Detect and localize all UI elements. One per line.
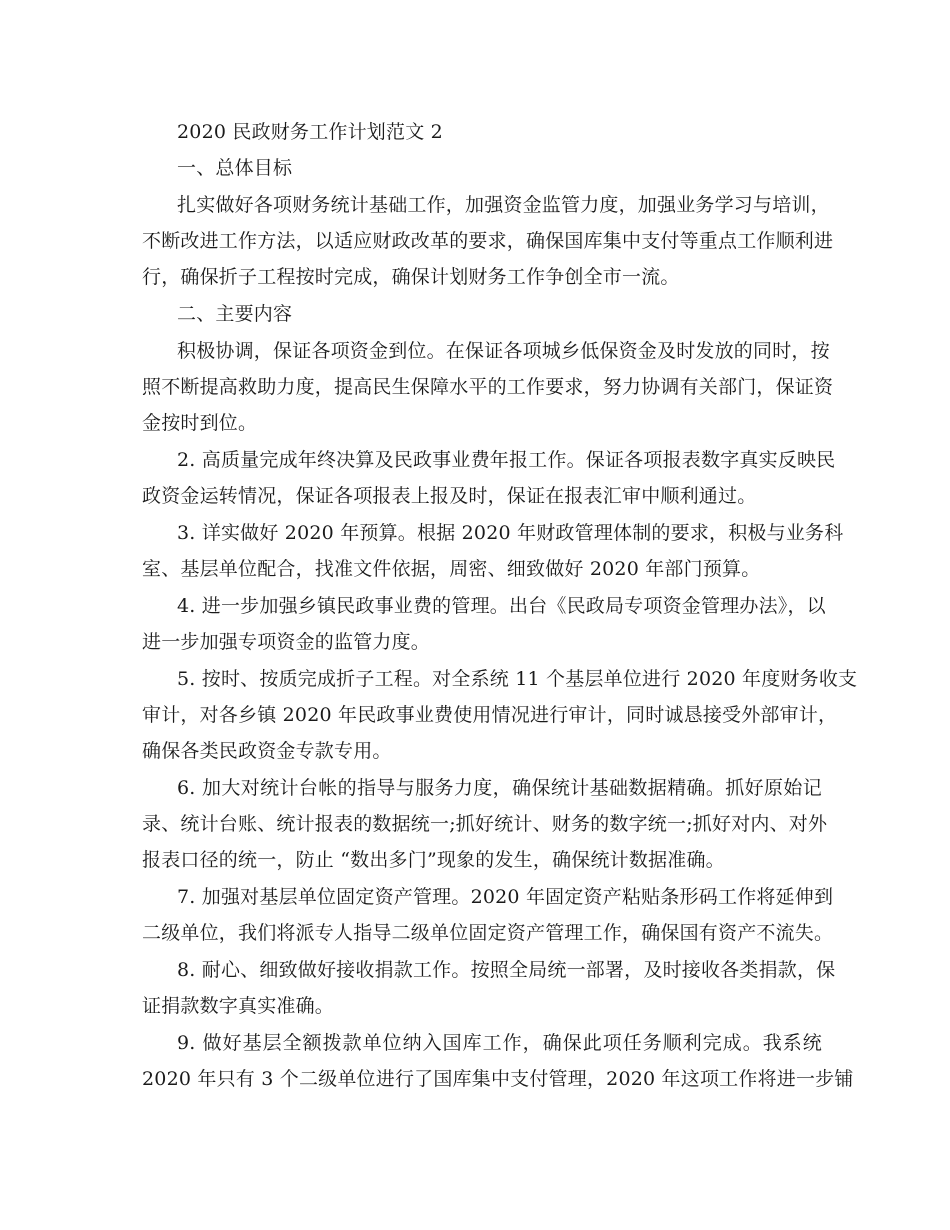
paragraph-line: 4. 进一步加强乡镇民政事业费的管理。出台《民政局专项资金管理办法》，以 [177,595,826,617]
paragraph-line: 扎实做好各项财务统计基础工作，加强资金监管力度，加强业务学习与培训， [177,194,830,216]
document-title: 2020 民政财务工作计划范文 2 [177,121,443,143]
paragraph-line: 5. 按时、按质完成折子工程。对全系统 11 个基层单位进行 2020 年度财务收支 [177,668,858,690]
paragraph-line: 9. 做好基层全额拨款单位纳入国库工作，确保此项任务顺利完成。我系统 [177,1032,822,1054]
paragraph-line: 7. 加强对基层单位固定资产管理。2020 年固定资产粘贴条形码工作将延伸到 [177,886,834,908]
paragraph-line: 报表口径的统一，防止 “数出多门”现象的发生，确保统计数据准确。 [142,849,725,871]
paragraph-line: 室、基层单位配合，找准文件依据，周密、细致做好 2020 年部门预算。 [142,558,761,580]
paragraph-line: 2. 高质量完成年终决算及民政事业费年报工作。保证各项报表数字真实反映民 [177,449,836,471]
section-heading: 二、主要内容 [177,303,293,325]
paragraph-line: 金按时到位。 [142,412,258,434]
paragraph-line: 政资金运转情况，保证各项报表上报及时，保证在报表汇审中顺利通过。 [142,485,757,507]
paragraph-line: 照不断提高救助力度，提高民生保障水平的工作要求，努力协调有关部门，保证资 [142,376,834,398]
paragraph-line: 2020 年只有 3 个二级单位进行了国库集中支付管理，2020 年这项工作将进一步铺 [142,1068,854,1090]
paragraph-line: 积极协调，保证各项资金到位。在保证各项城乡低保资金及时发放的同时，按 [177,340,830,362]
paragraph-line: 6. 加大对统计台帐的指导与服务力度，确保统计基础数据精确。抓好原始记 [177,777,822,799]
paragraph-line: 录、统计台账、统计报表的数据统一;抓好统计、财务的数字统一;抓好对内、对外 [142,813,828,835]
paragraph-line: 3. 详实做好 2020 年预算。根据 2020 年财政管理体制的要求，积极与业务科 [177,522,844,544]
paragraph-line: 进一步加强专项资金的监管力度。 [142,631,431,653]
section-heading: 一、总体目标 [177,157,293,179]
paragraph-line: 确保各类民政资金专款专用。 [142,740,392,762]
paragraph-line: 二级单位，我们将派专人指导二级单位固定资产管理工作，确保国有资产不流失。 [142,922,834,944]
paragraph-line: 证捐款数字真实准确。 [142,995,335,1017]
paragraph-line: 不断改进工作方法，以适应财政改革的要求，确保国库集中支付等重点工作顺利进 [142,230,834,252]
paragraph-line: 8. 耐心、细致做好接收捐款工作。按照全局统一部署，及时接收各类捐款，保 [177,959,836,981]
paragraph-line: 行，确保折子工程按时完成，确保计划财务工作争创全市一流。 [142,266,680,288]
paragraph-line: 审计，对各乡镇 2020 年民政事业费使用情况进行审计，同时诚恳接受外部审计， [142,704,838,726]
